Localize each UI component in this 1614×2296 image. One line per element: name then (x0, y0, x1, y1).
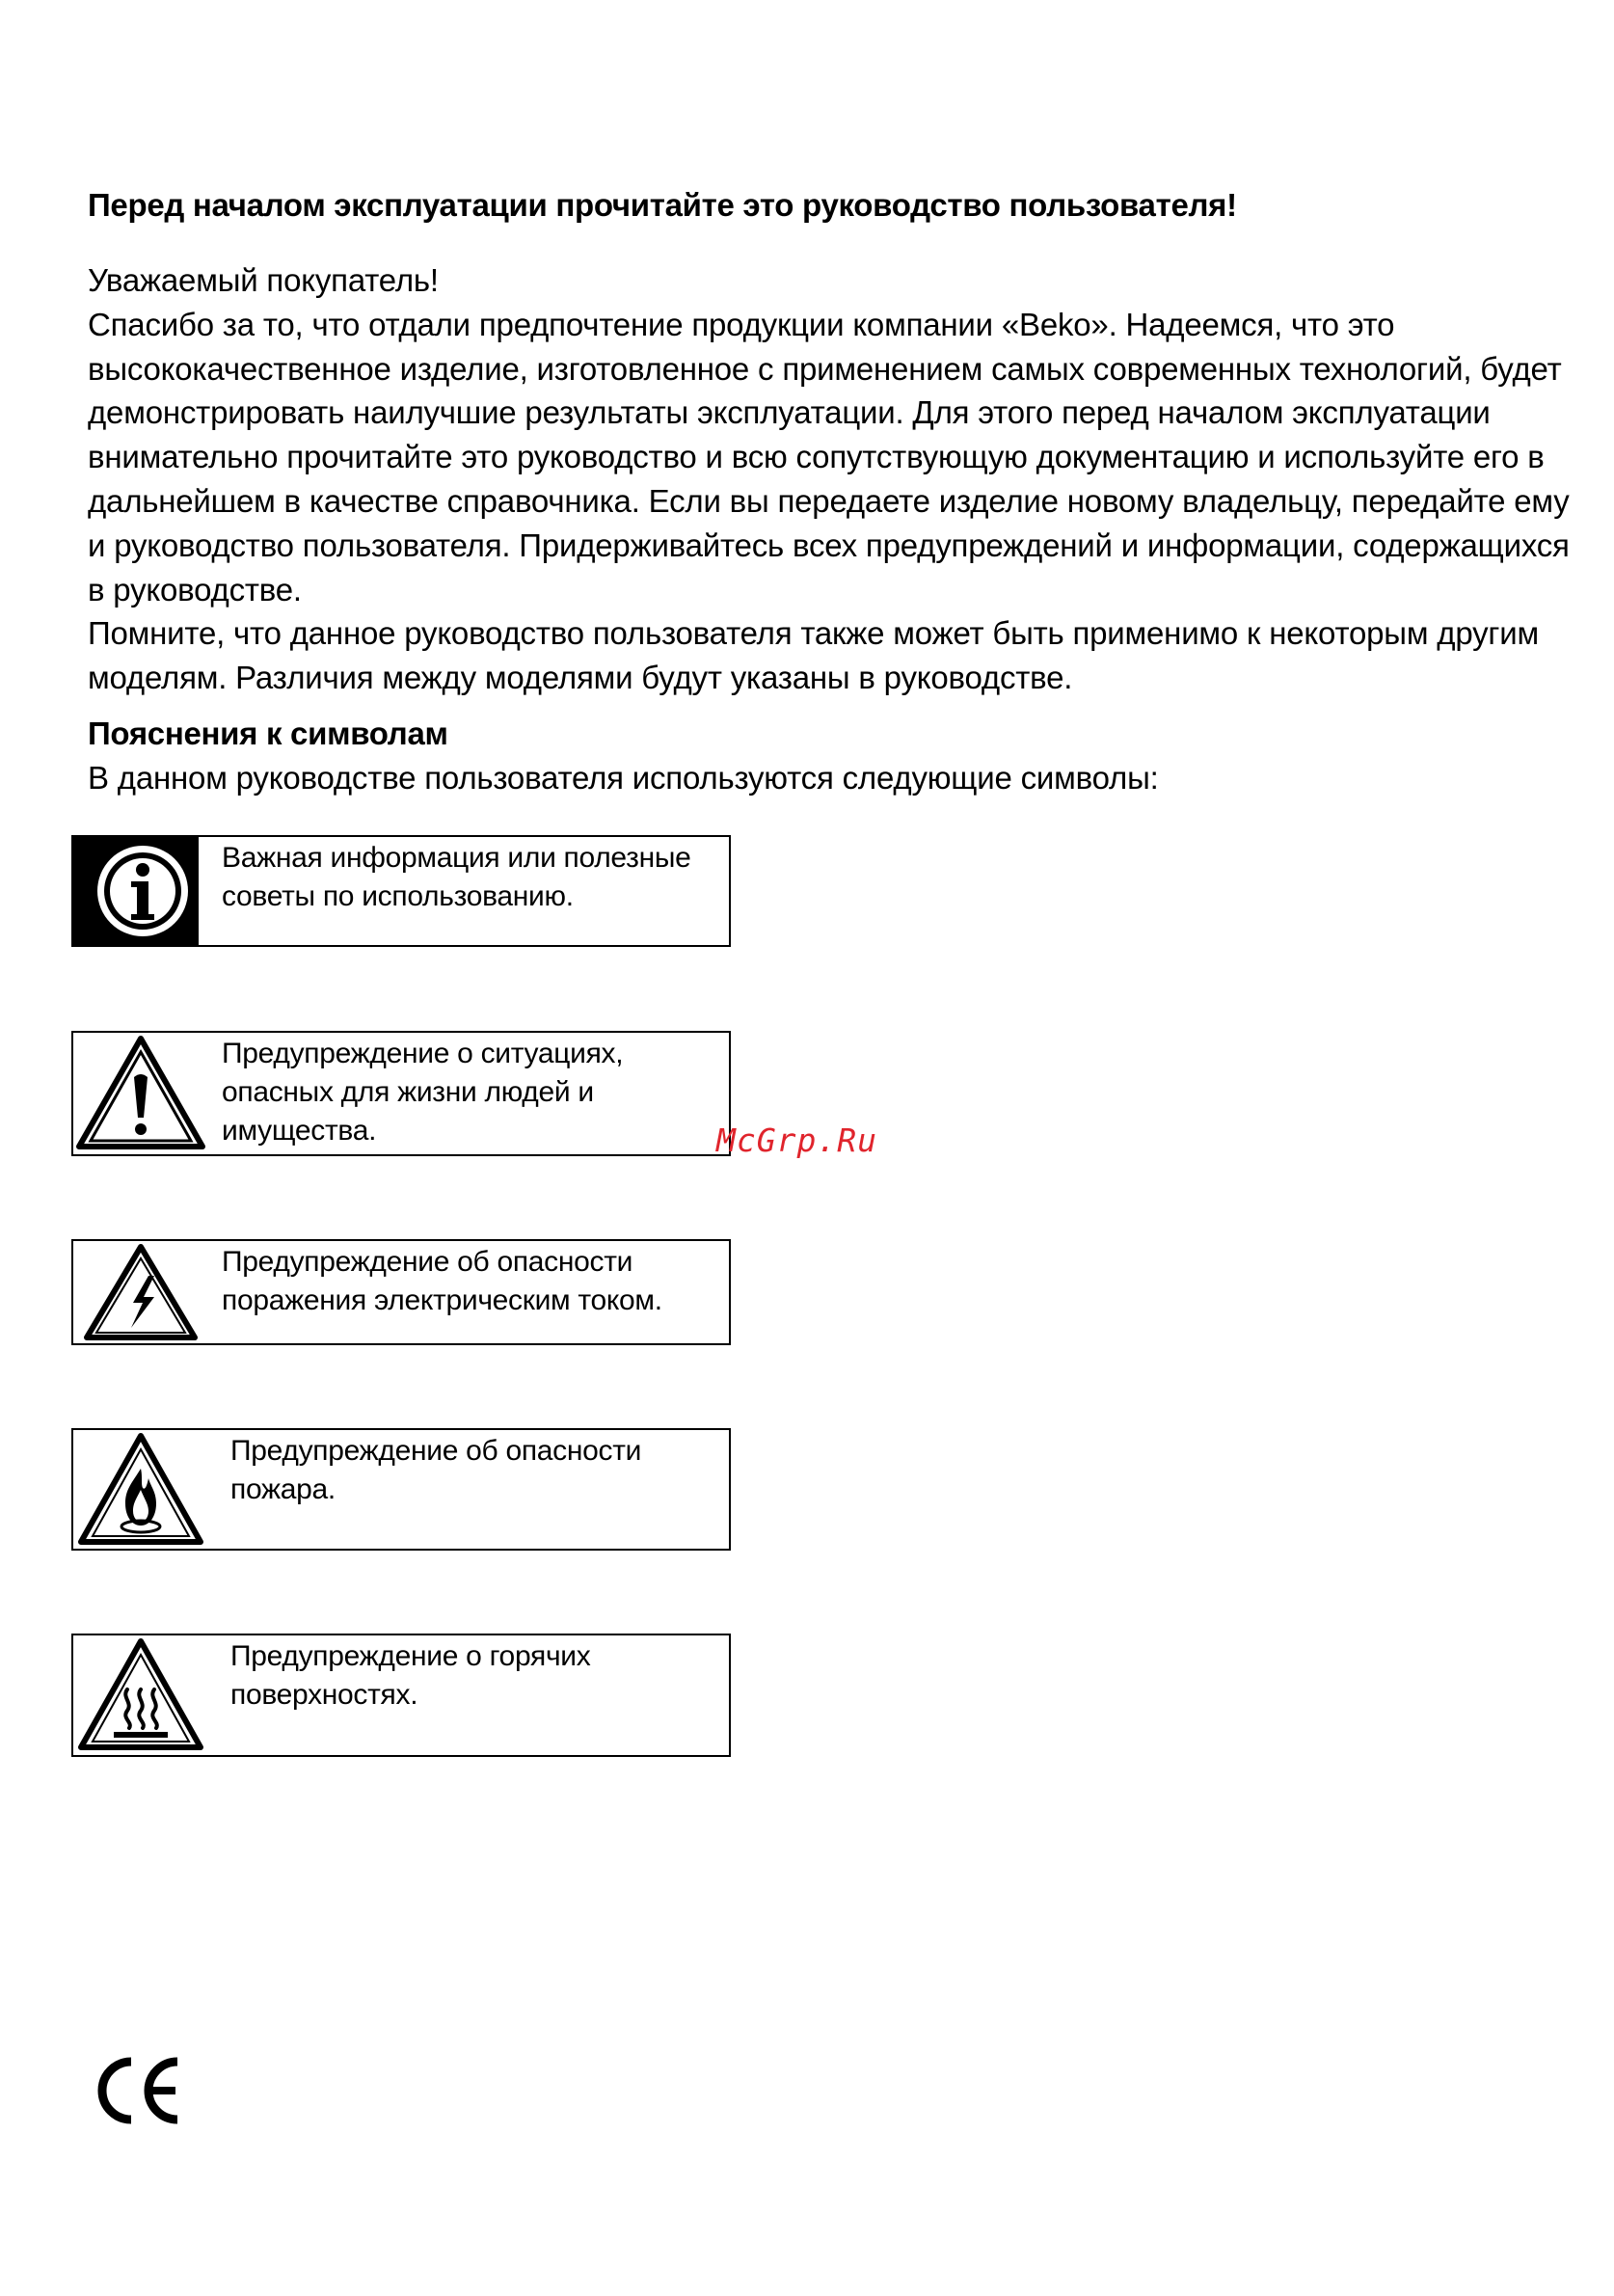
symbol-desc-electric: Предупреждение об опасности поражения электрическим током. (222, 1246, 662, 1316)
symbol-box-hot (71, 1634, 731, 1757)
ce-mark-icon (89, 2056, 185, 2125)
electric-shock-icon (73, 1241, 208, 1343)
warning-icon (73, 1033, 208, 1154)
intro-paragraph-1: Спасибо за то, что отдали предпочтение продукции компании «Beko». Надеемся, что это высококачественное изделие, изготовленное с применением самых современных технологий, будет демонстрировать наилучшие результаты эксплуатации. Для этого перед началом эксплуатации внимательно прочитайте это руководство и всю сопутствующую документацию и используйте его в дальнейшем в качестве справочника. Если вы передаете изделие новому владельцу, передайте ему и руководство пользователя. Придерживайтесь всех предупреждений и информации, содержащихся в руководстве. (88, 306, 1570, 608)
info-icon (73, 837, 199, 945)
symbol-box-warning (71, 1031, 731, 1156)
symbols-intro: В данном руководстве пользователя используются следующие символы: (88, 760, 1159, 796)
page-title: Перед началом эксплуатации прочитайте это руководство пользователя! (88, 187, 1237, 223)
fire-icon (73, 1430, 208, 1549)
hot-surface-icon (73, 1635, 208, 1755)
watermark: McGrp.Ru (716, 1121, 877, 1159)
symbol-desc-info: Важная информация или полезные советы по использованию. (222, 842, 691, 912)
symbol-box-info (71, 835, 731, 947)
symbol-box-electric (71, 1239, 731, 1345)
intro-text (88, 258, 1573, 700)
greeting: Уважаемый покупатель! (88, 262, 439, 298)
symbol-desc-fire: Предупреждение об опасности пожара. (230, 1435, 642, 1505)
symbols-heading: Пояснения к символам (88, 716, 448, 751)
symbol-desc-hot: Предупреждение о горячих поверхностях. (230, 1640, 591, 1711)
symbol-box-fire (71, 1428, 731, 1551)
intro-paragraph-2: Помните, что данное руководство пользователя также может быть применимо к некоторым другим моделям. Различия между моделями будут указаны в руководстве. (88, 615, 1539, 696)
symbol-desc-warning: Предупреждение о ситуациях, опасных для жизни людей и имущества. (222, 1038, 624, 1147)
